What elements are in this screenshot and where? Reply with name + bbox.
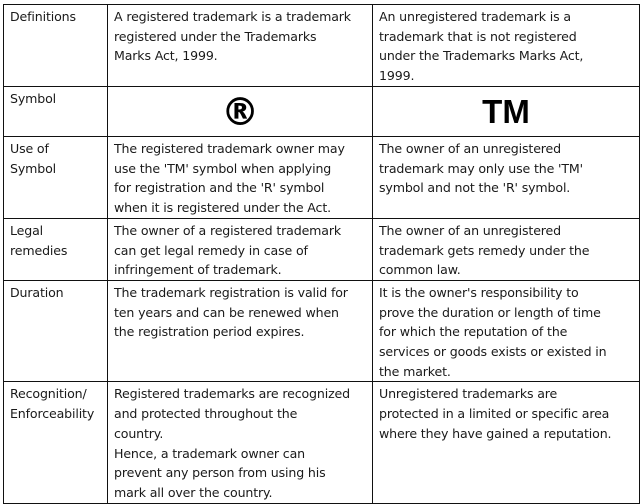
- cell-text-line: and protected throughout the: [114, 406, 298, 422]
- registered-cell: [108, 280, 373, 382]
- row-label: Symbol: [10, 160, 57, 176]
- row-label: Legal: [10, 222, 44, 238]
- trademark-comparison-table: [3, 4, 640, 504]
- cell-text-line: prove the duration or length of time: [379, 304, 601, 320]
- row-label-cell: [4, 87, 108, 137]
- row-label-cell: [4, 382, 108, 503]
- unregistered-cell: [373, 137, 640, 219]
- cell-text-line: when it is registered under the Act.: [114, 200, 331, 216]
- cell-text-line: infringement of trademark.: [114, 262, 282, 278]
- cell-text-line: trademark gets remedy under the: [379, 242, 590, 258]
- cell-text-line: A registered trademark is a trademark: [114, 9, 351, 24]
- cell-text-line: under the Trademarks Marks Act,: [379, 48, 584, 64]
- cell-text-line: Registered trademarks are recognized: [114, 386, 350, 402]
- row-label-cell: [4, 218, 108, 280]
- cell-text-line: An unregistered trademark is a: [379, 9, 571, 24]
- trademark-tm-icon: TM: [482, 92, 530, 130]
- unregistered-cell: [373, 280, 640, 382]
- table-row-legal-remedies: [4, 218, 640, 280]
- cell-text-line: The trademark registration is valid for: [114, 284, 348, 300]
- cell-text-line: country.: [114, 425, 164, 441]
- cell-text-line: Unregistered trademarks are: [379, 386, 558, 402]
- table-row-duration: [4, 280, 640, 382]
- cell-text-line: The registered trademark owner may: [114, 141, 345, 156]
- cell-text-line: common law.: [379, 262, 461, 278]
- unregistered-cell: [373, 382, 640, 503]
- cell-text-line: services or goods exists or existed in: [379, 344, 607, 360]
- cell-text-line: can get legal remedy in case of: [114, 242, 308, 258]
- cell-text-line: 1999.: [379, 68, 415, 84]
- row-label-cell: [4, 280, 108, 382]
- row-label: Recognition/: [10, 386, 87, 402]
- cell-text-line: for which the reputation of the: [379, 324, 568, 340]
- cell-text-line: for registration and the 'R' symbol: [114, 180, 325, 196]
- cell-text-line: The owner of an unregistered: [379, 141, 561, 156]
- comparison-table-container: [3, 4, 640, 504]
- cell-text-line: prevent any person from using his: [114, 465, 326, 481]
- registered-cell: [108, 218, 373, 280]
- row-label: Use of: [10, 141, 49, 156]
- row-label: Definitions: [10, 9, 76, 24]
- cell-text-line: It is the owner's responsibility to: [379, 284, 579, 300]
- table-row-definitions: [4, 5, 640, 87]
- table-row-use-of-symbol: [4, 137, 640, 219]
- row-label-cell: [4, 5, 108, 87]
- cell-text-line: The owner of a registered trademark: [114, 222, 342, 238]
- registered-cell: [108, 5, 373, 87]
- unregistered-cell: [373, 5, 640, 87]
- row-label: Symbol: [10, 91, 57, 106]
- table-row-symbol: [4, 87, 640, 137]
- row-label: Duration: [10, 284, 64, 300]
- cell-text-line: ten years and can be renewed when: [114, 304, 339, 320]
- registered-trademark-icon: ®: [221, 89, 259, 134]
- cell-text-line: registered under the Trademarks: [114, 28, 317, 44]
- cell-text-line: trademark that is not registered: [379, 28, 577, 44]
- registered-cell: [108, 382, 373, 503]
- unregistered-symbol-cell: [373, 87, 640, 137]
- cell-text-line: Hence, a trademark owner can: [114, 445, 305, 461]
- row-label: Enforceability: [10, 406, 95, 422]
- registered-symbol-cell: [108, 87, 373, 137]
- registered-cell: [108, 137, 373, 219]
- cell-text-line: where they have gained a reputation.: [379, 425, 612, 441]
- row-label: remedies: [10, 242, 68, 258]
- cell-text-line: trademark may only use the 'TM': [379, 160, 583, 176]
- cell-text-line: Marks Act, 1999.: [114, 48, 218, 64]
- row-label-cell: [4, 137, 108, 219]
- unregistered-cell: [373, 218, 640, 280]
- table-row-recognition-enforceability: [4, 382, 640, 503]
- cell-text-line: use the 'TM' symbol when applying: [114, 160, 332, 176]
- cell-text-line: The owner of an unregistered: [379, 222, 561, 238]
- cell-text-line: the registration period expires.: [114, 324, 305, 340]
- cell-text-line: protected in a limited or specific area: [379, 406, 610, 422]
- cell-text-line: mark all over the country.: [114, 484, 273, 500]
- cell-text-line: symbol and not the 'R' symbol.: [379, 180, 571, 196]
- cell-text-line: the market.: [379, 363, 451, 379]
